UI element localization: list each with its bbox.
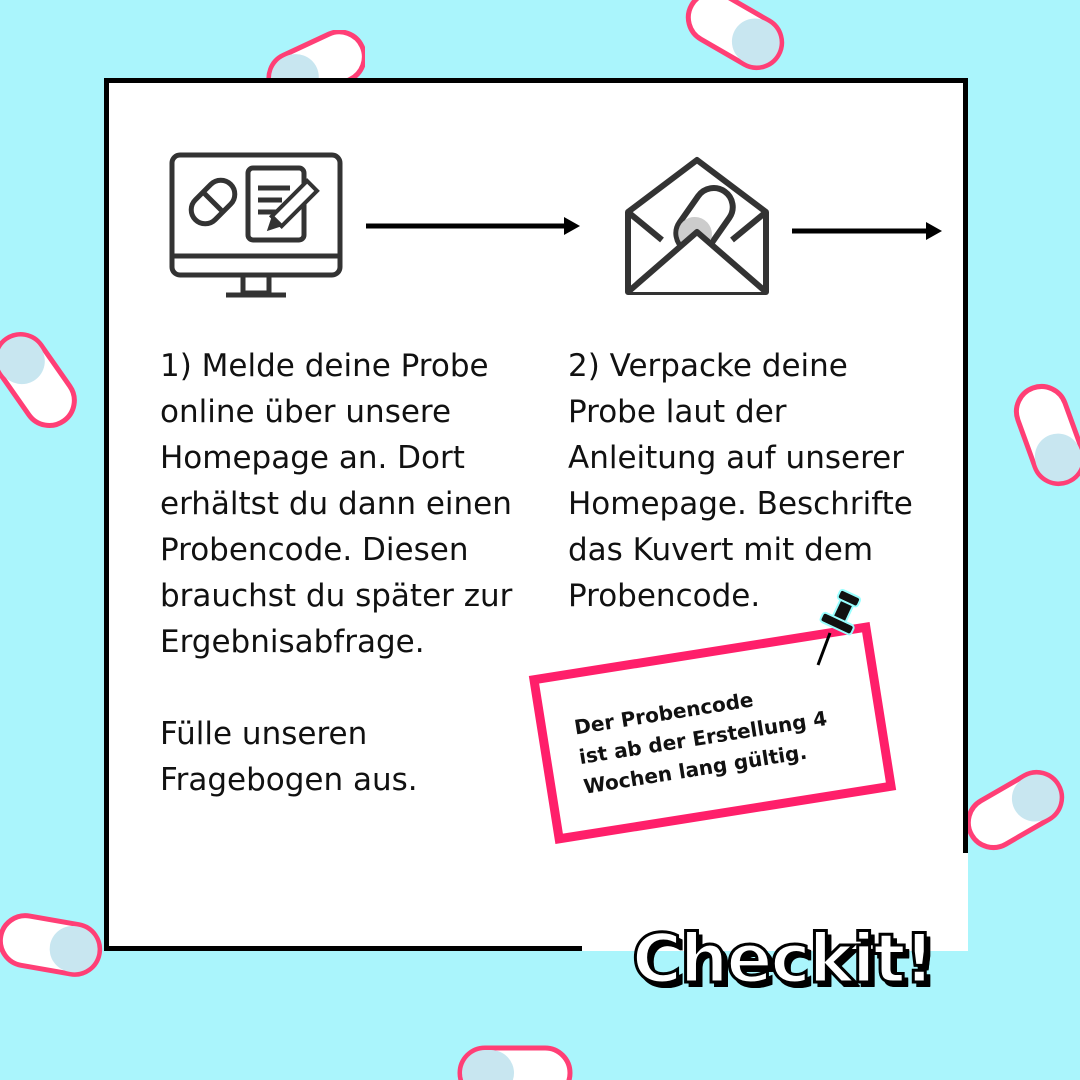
pill-decoration-right-lower: [955, 760, 1075, 860]
envelope-with-pill-icon: [622, 152, 772, 302]
pushpin-icon: [808, 585, 868, 667]
pill-decoration-right: [1000, 365, 1080, 505]
pill-decoration-left: [0, 310, 90, 450]
step-2-text: 2) Verpacke deine Probe laut der Anleitung auf unserer Homepage. Beschrifte das Kuvert mit dem Probencode.: [568, 348, 913, 614]
step-1-text: 1) Melde deine Probe online über unsere Homepage an. Dort erhältst du dann einen Probencode. Diesen brauchst du später zur Ergebnisabfrage. Fülle unseren Fragebogen aus.: [160, 348, 513, 798]
monitor-with-pill-and-form-icon: [168, 150, 344, 300]
pill-decoration-top-right: [680, 0, 790, 80]
note-text: Der Probencode ist ab der Erstellung 4 Wochen lang gültig.: [572, 687, 829, 799]
arrow-right-icon: [792, 219, 944, 243]
pill-decoration-bottom: [450, 1040, 580, 1080]
panel-border-bottom: [104, 946, 582, 951]
pill-decoration-bottom-left: [0, 895, 110, 995]
arrow-right-icon: [366, 214, 582, 238]
checkit-logo: Checkit!: [632, 920, 933, 999]
